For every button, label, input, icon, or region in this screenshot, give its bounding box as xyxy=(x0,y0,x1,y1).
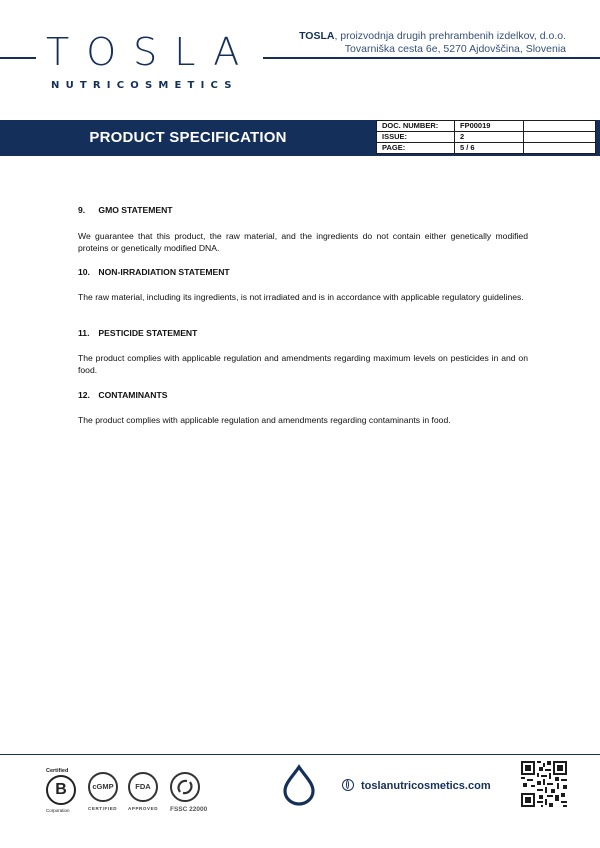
logo-rule-right xyxy=(263,57,600,59)
footer-rule xyxy=(0,754,600,755)
section-text-pesticide: The product complies with applicable regulation and amendments regarding maximum levels on pesticides in and on food. xyxy=(78,353,528,376)
fda-badge: FDA APPROVED xyxy=(128,768,158,811)
document-info-table xyxy=(376,120,596,154)
page-label: PAGE: xyxy=(377,143,455,154)
doc-number-value: FP00019 xyxy=(455,121,524,132)
fssc-badge: FSSC 22000 xyxy=(170,768,207,813)
globe-icon xyxy=(342,779,354,791)
company-description: , proizvodnja drugih prehrambenih izdelkov, d.o.o. xyxy=(334,30,566,42)
document-title: PRODUCT SPECIFICATION xyxy=(89,129,287,146)
company-address: Tovarniška cesta 6e, 5270 Ajdovščina, Slovenia xyxy=(344,43,566,55)
website-text: toslanutricosmetics.com xyxy=(361,780,491,792)
logo-subtitle: NUTRICOSMETICS xyxy=(51,80,238,91)
bcorp-badge: Certified B Corporation xyxy=(46,768,76,813)
doc-number-label: DOC. NUMBER: xyxy=(377,121,455,132)
company-line xyxy=(299,30,566,43)
issue-value: 2 xyxy=(455,132,524,143)
water-drop-icon xyxy=(281,764,317,811)
section-heading-contaminants: 12. CONTAMINANTS xyxy=(78,390,168,400)
section-text-gmo: We guarantee that this product, the raw material, and the ingredients do not contain either genetically modified proteins or genetically modified DNA. xyxy=(78,231,528,254)
issue-row xyxy=(377,132,596,143)
section-heading-gmo: 9. GMO STATEMENT xyxy=(78,205,173,215)
page-extra xyxy=(524,143,596,154)
cgmp-icon: cGMP xyxy=(88,772,118,802)
section-heading-non-irradiation: 10. NON-IRRADIATION STATEMENT xyxy=(78,267,230,277)
bcorp-icon: B xyxy=(46,775,76,805)
issue-label: ISSUE: xyxy=(377,132,455,143)
logo-rule-left xyxy=(0,57,36,59)
section-text-non-irradiation: The raw material, including its ingredients, is not irradiated and is in accordance with applicable regulatory guidelines. xyxy=(78,292,524,302)
fda-icon: FDA xyxy=(128,772,158,802)
doc-number-row xyxy=(377,121,596,132)
website-link[interactable] xyxy=(342,779,491,792)
issue-extra xyxy=(524,132,596,143)
qr-code-icon[interactable] xyxy=(521,761,567,812)
section-heading-pesticide: 11. PESTICIDE STATEMENT xyxy=(78,328,198,338)
cgmp-badge: cGMP CERTIFIED xyxy=(88,768,118,811)
company-logo: TOSLA xyxy=(46,30,257,74)
company-name: TOSLA xyxy=(299,30,335,42)
page-value: 5 / 6 xyxy=(455,143,524,154)
section-text-contaminants: The product complies with applicable regulation and amendments regarding contaminants in food. xyxy=(78,415,451,425)
fssc-icon xyxy=(170,772,200,802)
page-row xyxy=(377,143,596,154)
company-info xyxy=(299,30,566,56)
doc-number-extra xyxy=(524,121,596,132)
